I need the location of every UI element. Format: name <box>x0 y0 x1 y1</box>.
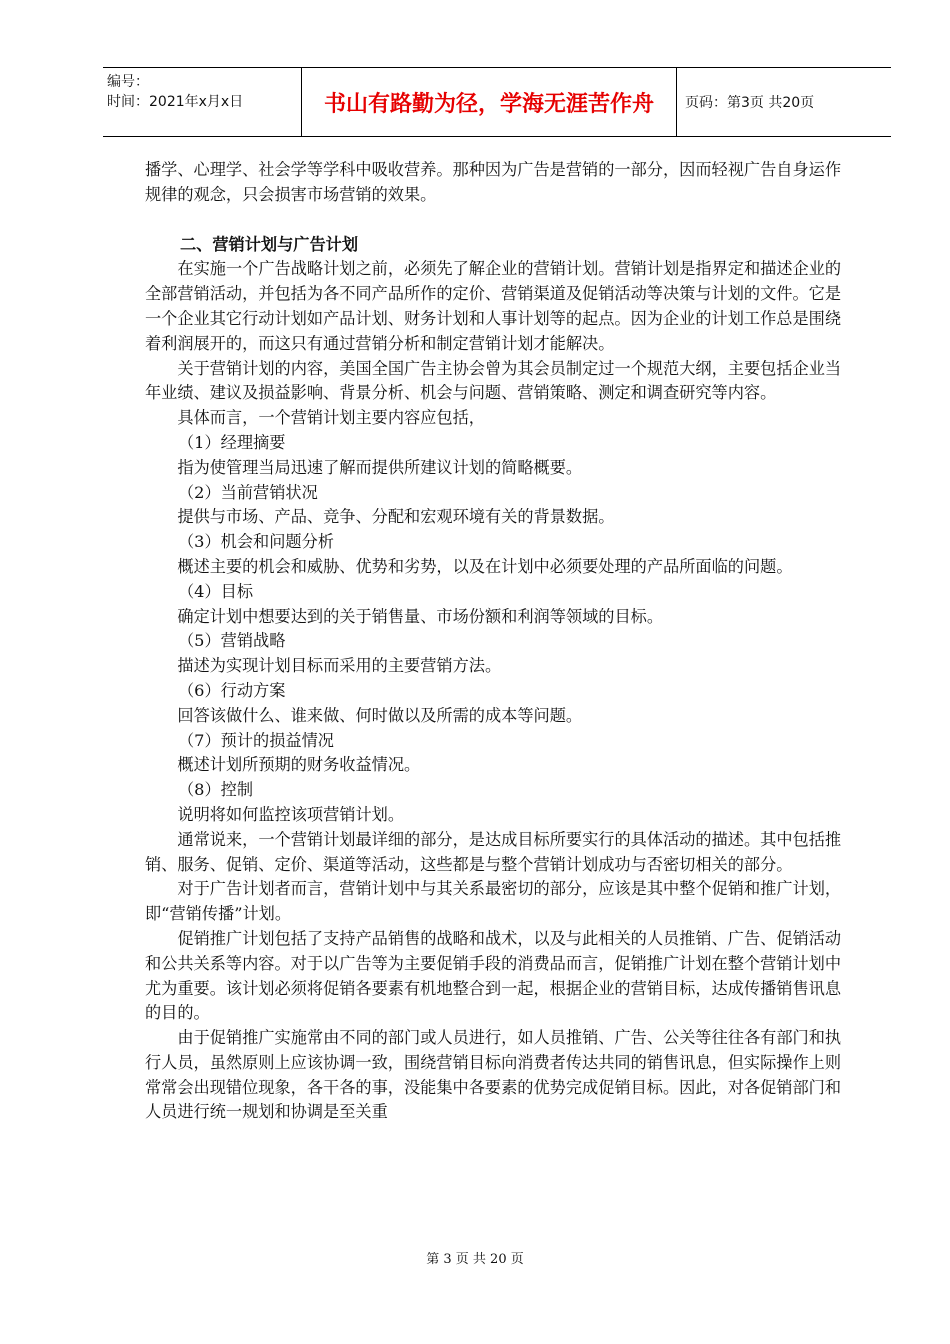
header-page-info: 页码：第3页 共20页 <box>685 95 815 111</box>
section-heading: 二、营销计划与广告计划 <box>180 234 359 254</box>
body-paragraph: 回答该做什么、谁来做、何时做以及所需的成本等问题。 <box>177 705 583 725</box>
page-footer: 第 3 页 共 20 页 <box>426 1252 524 1267</box>
body-paragraph: 说明将如何监控该项营销计划。 <box>177 804 405 824</box>
list-item-title: （6）行动方案 <box>178 680 286 700</box>
list-item-title: （8）控制 <box>178 780 254 800</box>
list-item-title: （3）机会和问题分析 <box>178 532 334 552</box>
body-paragraph: 播学、心理学、社会学等学科中吸收营养。那种因为广告是营销的一部分，因而轻视广告自身运作规律的观念，只会损害市场营销的效果。 <box>145 160 842 204</box>
body-paragraph: 概述计划所预期的财务收益情况。 <box>177 755 421 775</box>
time-label: 时间：2021年x月x日 <box>107 94 244 110</box>
header-meta <box>103 68 302 136</box>
body-paragraph: 描述为实现计划目标而采用的主要营销方法。 <box>177 656 502 676</box>
body-paragraph: 由于促销推广实施常由不同的部门或人员进行，如人员推销、广告、公关等往往各有部门和执行人员，虽然原则上应该协调一致，围绕营销目标向消费者传达共同的销售讯息，但实际操作上则常常会出现错位现象，各干各的事，没能集中各要素的优势完成促销目标。因此，对各促销部门和人员进行统一规划和协调是至关重 <box>145 1028 842 1122</box>
document-header <box>103 67 891 137</box>
body-paragraph: 在实施一个广告战略计划之前，必须先了解企业的营销计划。营销计划是指界定和描述企业的全部营销活动，并包括为各不同产品所作的定价、营销渠道及促销活动等决策与计划的文件。它是一个企业其它行动计划如产品计划、财务计划和人事计划等的起点。因为企业的计划工作总是围绕着利润展开的，而这只有通过营销分析和制定营销计划才能解决。 <box>145 259 842 353</box>
body-paragraph: 指为使管理当局迅速了解而提供所建议计划的简略概要。 <box>177 457 583 477</box>
body-paragraph: 确定计划中想要达到的关于销售量、市场份额和利润等领域的目标。 <box>177 606 664 626</box>
header-motto: 书山有路勤为径，学海无涯苦作舟 <box>302 68 677 136</box>
body-paragraph: 促销推广计划包括了支持产品销售的战略和战术，以及与此相关的人员推销、广告、促销活动和公共关系等内容。对于以广告等为主要促销手段的消费品而言，促销推广计划在整个营销计划中尤为重要。该计划必须将促销各要素有机地整合到一起，根据企业的营销目标，达成传播销售讯息的目的。 <box>145 928 842 1023</box>
body-paragraph: 通常说来，一个营销计划最详细的部分，是达成目标所要实行的具体活动的描述。其中包括推销、服务、促销、定价、渠道等活动，这些都是与整个营销计划成功与否密切相关的部分。 <box>145 829 842 874</box>
body-paragraph: 概述主要的机会和威胁、优势和劣势，以及在计划中必须要处理的产品所面临的问题。 <box>177 556 793 576</box>
list-item-title: （2）当前营销状况 <box>178 482 318 502</box>
body-paragraph: 对于广告计划者而言，营销计划中与其关系最密切的部分，应该是其中整个促销和推广计划，即“营销传播”计划。 <box>145 879 842 924</box>
list-item-title: （5）营销战略 <box>178 631 286 651</box>
list-item-title: （7）预计的损益情况 <box>178 730 334 750</box>
list-item-title: （1）经理摘要 <box>178 432 286 452</box>
document-body <box>145 158 850 1125</box>
body-paragraph: 提供与市场、产品、竞争、分配和宏观环境有关的背景数据。 <box>177 507 615 527</box>
body-paragraph: 具体而言，一个营销计划主要内容应包括， <box>177 408 485 428</box>
body-paragraph: 关于营销计划的内容，美国全国广告主协会曾为其会员制定过一个规范大纲，主要包括企业当年业绩、建议及损益影响、背景分析、机会与问题、营销策略、测定和调查研究等内容。 <box>145 358 842 403</box>
number-label: 编号： <box>107 74 149 90</box>
list-item-title: （4）目标 <box>178 581 254 601</box>
